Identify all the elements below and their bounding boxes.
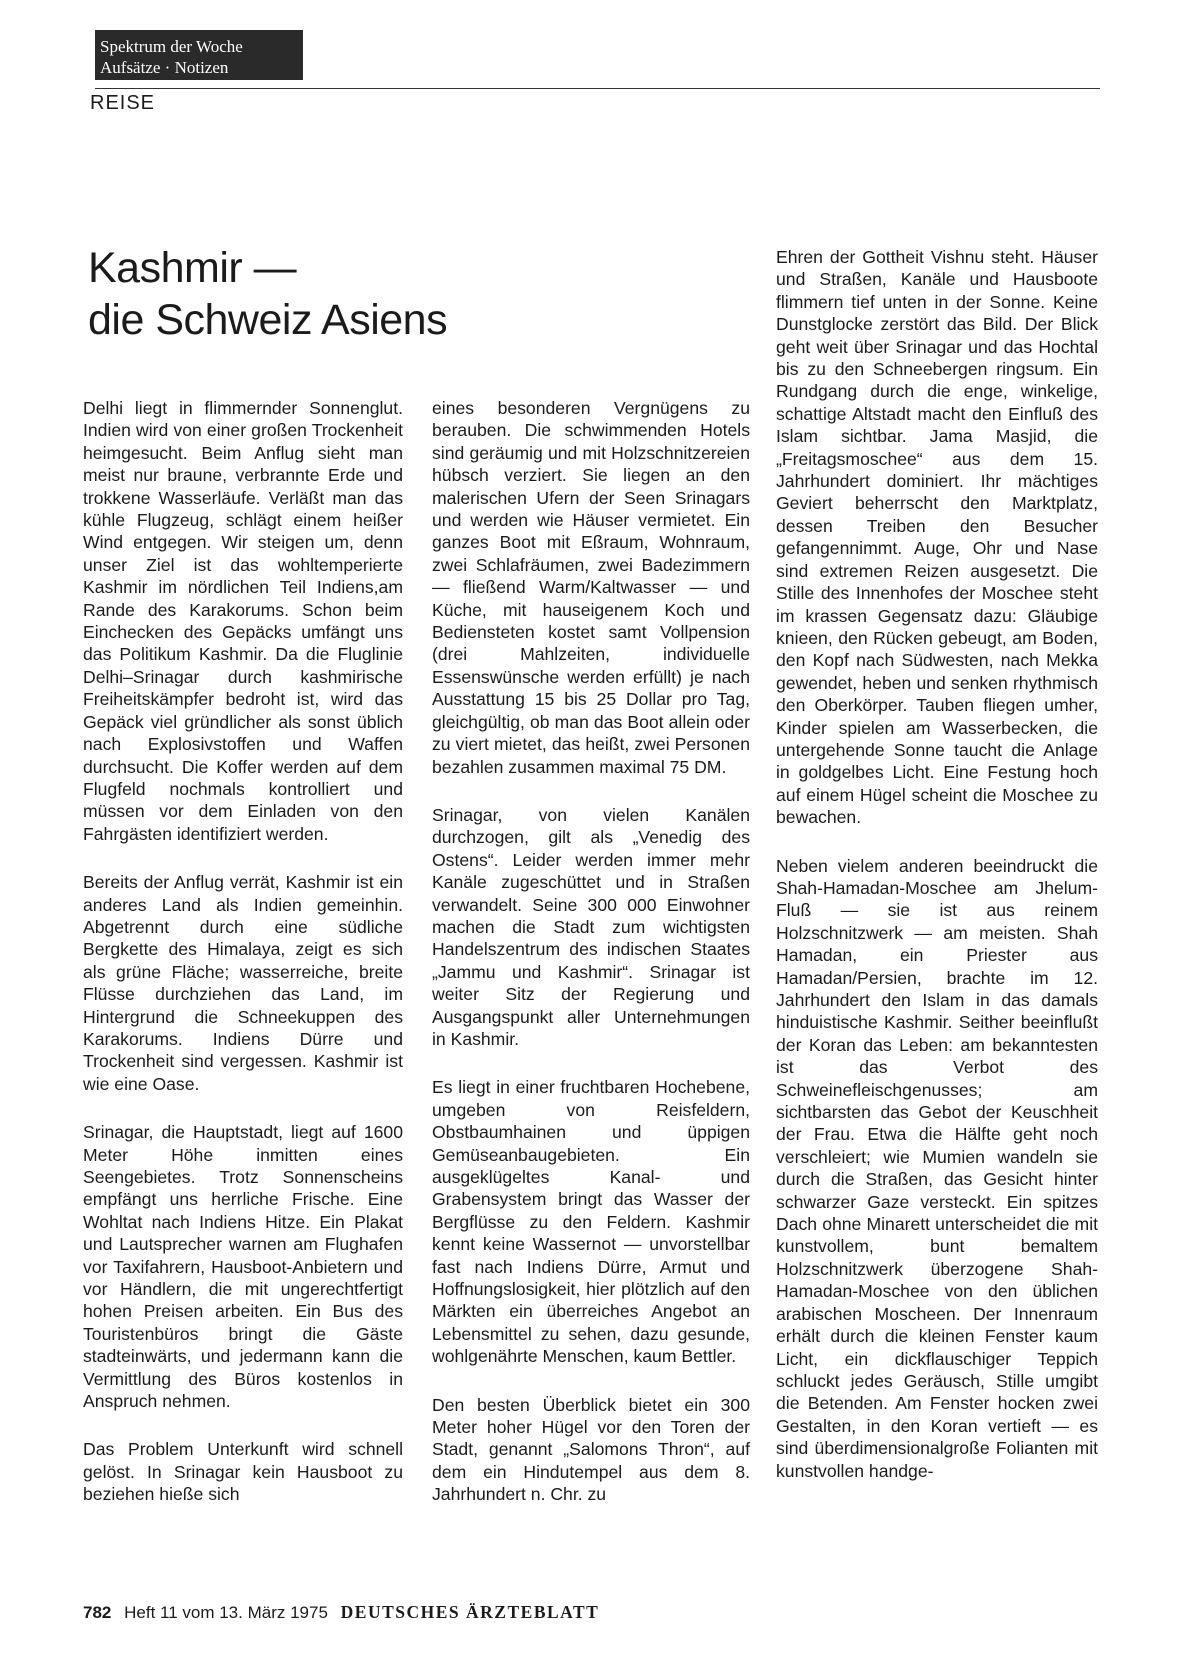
issue-info: Heft 11 vom 13. März 1975 <box>124 1603 328 1622</box>
title-line-1: Kashmir — <box>88 244 297 292</box>
paragraph: Delhi liegt in flimmernder Sonnenglut. Indien wird von einer großen Trockenheit heimgesucht. Beim Anflug sieht man meist nur braune, verbrannte Erde und trokkene Wasserläufe. Verläßt man das kühle Flugzeug, schlägt einem heißer Wind entgegen. Wir steigen um, denn unser Ziel ist das wohltemperierte Kashmir im nördlichen Teil Indiens,am Rande des Karakorums. Schon beim Einchecken des Gepäcks umfängt uns das Politikum Kashmir. Da die Fluglinie Delhi–Srinagar durch kashmirische Freiheitskämpfer bedroht ist, wird das Gepäck viel gründlicher als sonst üblich nach Explosivstoffen und Waffen durchsucht. Die Koffer werden auf dem Flugfeld nochmals kontrolliert und müssen vor dem Einladen von den Fahrgästen identifiziert werden. <box>83 398 403 844</box>
page-footer <box>83 1602 599 1623</box>
page-number: 782 <box>83 1603 112 1622</box>
paragraph: Neben vielem anderen beeindruckt die Shah-Hamadan-Moschee am Jhelum-Fluß — sie ist aus reinem Holzschnitzwerk — am meisten. Shah Hamadan, ein Priester aus Hamadan/Persien, brachte im 12. Jahrhundert den Islam in das damals hinduistische Kashmir. Seither beeinflußt der Koran das Leben: am bekanntesten ist das Verbot des Schweinefleischgenusses; am sichtbarsten das Gebot der Keuschheit der Frau. Etwa die Hälfte geht noch verschleiert; wie Mumien wandeln sie durch die Straßen, das Gesicht hinter schwarzer Gaze versteckt. Ein spitzes Dach ohne Minarett unterscheidet die mit kunstvollem, bunt bemaltem Holzschnitzwerk überzogene Shah-Hamadan-Moschee von den üblichen arabischen Moscheen. Der Innenraum erhält durch die kleinen Fenster kaum Licht, ein dickflauschiger Teppich schluckt jedes Geräusch, Stille umgibt die Betenden. Am Fenster hocken zwei Gestalten, in den Koran vertieft — es sind überdimensionalgroße Folianten mit kunstvollen handge- <box>776 855 1098 1481</box>
paragraph: Srinagar, von vielen Kanälen durchzogen, gilt als „Venedig des Ostens“. Leider werden immer mehr Kanäle zugeschüttet und in Straßen verwandelt. Seine 300 000 Einwohner machen die Stadt zum wichtigsten Handelszentrum des indischen Staates „Jammu und Kashmir“. Srinagar ist weiter Sitz der Regierung und Ausgangspunkt aller Unternehmungen in Kashmir. <box>432 804 750 1049</box>
article-title <box>88 242 447 346</box>
title-line-2: die Schweiz Asiens <box>88 296 448 344</box>
paragraph: Srinagar, die Hauptstadt, liegt auf 1600 Meter Höhe inmitten eines Seengebietes. Trotz Sonnenscheins empfängt uns herrliche Frische. Eine Wohltat nach Indiens Hitze. Ein Plakat und Lautsprecher warnen am Flughafen vor Taxifahrern, Hausboot-Anbietern und vor Händlern, die mit ungerechtfertigt hohen Preisen arbeiten. Ein Bus des Touristenbüros bringt die Gäste stadteinwärts, und jedermann kann die Vermittlung des Büros kostenlos in Anspruch nehmen. <box>83 1122 403 1412</box>
text-column-2 <box>432 397 750 1532</box>
paragraph: Das Problem Unterkunft wird schnell gelöst. In Srinagar kein Hausboot zu beziehen hieße sich <box>83 1439 403 1505</box>
section-label: REISE <box>90 92 156 114</box>
top-rule <box>95 88 1100 89</box>
paragraph: Es liegt in einer fruchtbaren Hochebene, umgeben von Reisfeldern, Obstbaumhainen und üppigen Gemüseanbaugebieten. Ein ausgeklügeltes Kanal- und Grabensystem bringt das Wasser der Bergflüsse zu den Feldern. Kashmir kennt keine Wassernot — unvorstellbar fast nach Indiens Dürre, Armut und Hoffnungslosigkeit, hier plötzlich auf den Märkten ein überreiches Angebot an Lebensmittel zu sehen, dazu gesunde, wohlgenährte Menschen, kaum Bettler. <box>432 1077 750 1367</box>
text-column-1 <box>83 397 403 1532</box>
paragraph: eines besonderen Vergnügens zu berauben. Die schwimmenden Hotels sind geräumig und mit Holzschnitzereien hübsch verziert. Sie liegen an den malerischen Ufern der Seen Srinagars und werden wie Häuser vermietet. Ein ganzes Boot mit Eßraum, Wohnraum, zwei Schlafräumen, zwei Badezimmern — fließend Warm/Kaltwasser — und Küche, mit hauseigenem Koch und Bediensteten kostet samt Vollpension (drei Mahlzeiten, individuelle Essenswünsche werden erfüllt) je nach Ausstattung 15 bis 25 Dollar pro Tag, gleichgültig, ob man das Boot allein oder zu viert mietet, das heißt, zwei Personen bezahlen zusammen maximal 75 DM. <box>432 398 750 777</box>
section-header-box <box>95 30 303 80</box>
paragraph: Ehren der Gottheit Vishnu steht. Häuser und Straßen, Kanäle und Hausboote flimmern tief unten in der Sonne. Keine Dunstglocke zerstört das Bild. Der Blick geht weit über Srinagar und das Hochtal bis zu den Schneebergen ringsum. Ein Rundgang durch die enge, winkelige, schattige Altstadt macht den Einfluß des Islam sichtbar. Jama Masjid, die „Freitagsmoschee“ aus dem 15. Jahrhundert dominiert. Ihr mächtiges Geviert beherrscht den Marktplatz, dessen Treiben den Besucher gefangennimmt. Auge, Ohr und Nase sind extremen Reizen ausgesetzt. Die Stille des Innenhofes der Moschee steht im krassen Gegensatz dazu: Gläubige knieen, den Rücken gebeugt, am Boden, den Kopf nach Südwesten, nach Mekka gewendet, heben und senken rhythmisch den Oberkörper. Tauben fliegen umher, Kinder spielen am Wasserbecken, die untergehende Sonne taucht die Anlage in goldgelbes Licht. Eine Festung hoch auf einem Hügel scheint die Moschee zu bewachen. <box>776 247 1098 828</box>
header-line-2: Aufsätze · Notizen <box>100 58 229 77</box>
paragraph: Bereits der Anflug verrät, Kashmir ist ein anderes Land als Indien gemeinhin. Abgetrennt durch eine südliche Bergkette des Himalaya, zeigt es sich als grüne Fläche; wasserreiche, breite Flüsse durchziehen das Land, im Hintergrund die Schneekuppen des Karakorums. Indiens Dürre und Trockenheit sind vergessen. Kashmir ist wie eine Oase. <box>83 872 403 1094</box>
text-column-3 <box>776 246 1098 1508</box>
header-line-1: Spektrum der Woche <box>100 37 243 56</box>
paragraph: Den besten Überblick bietet ein 300 Meter hoher Hügel vor den Toren der Stadt, genannt „Salomons Thron“, auf dem ein Hindutempel aus dem 8. Jahrhundert n. Chr. zu <box>432 1394 750 1505</box>
journal-name: DEUTSCHES ÄRZTEBLATT <box>340 1602 600 1622</box>
